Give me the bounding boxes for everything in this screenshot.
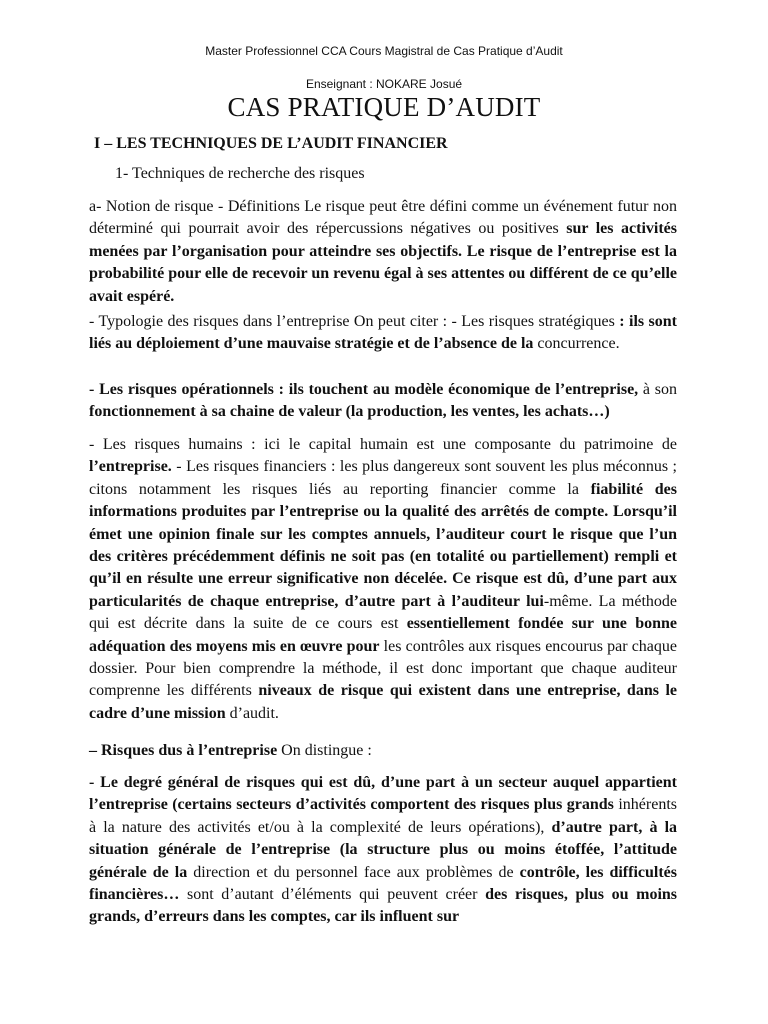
text-run-bold: d’autre part, à la situation générale de l’entreprise (la structure plus ou moins étoffée, l’attitude générale de la [89,818,678,881]
text-run: -même. La méthode qui est décrite dans la suite de ce cours est [89,592,678,633]
teacher-line: Enseignant : NOKARE Josué [305,77,463,91]
paragraph-risk-definition [89,196,677,308]
text-run: - Les risques humains : ici le capital humain est une composante du patrimoine de [89,436,677,453]
text-run-bold: – Risques dus à l’entreprise [89,742,278,759]
text-run-bold: contrôle, les difficultés financières… [89,863,677,904]
text-run: - Les risques financiers : les plus dangereux sont souvent les plus méconnus ; citons notamment les risques liés au reporting financier comme la [89,458,677,498]
text-run-bold: niveaux de risque qui existent dans une entreprise, dans le cadre d’une mission [89,682,677,722]
text-run: d’audit. [225,704,279,722]
text-run-bold: fonctionnement à sa chaine de valeur (la production, les ventes, les achats…) [89,403,610,421]
text-run: On distingue : [277,742,372,759]
paragraph-operational-risks [89,379,677,424]
text-run: les contrôles aux risques encourus par chaque dossier. Pour bien comprendre la méthode, il est donc important que chaque auditeur comprenne les différents [89,637,678,700]
text-run: - Typologie des risques dans l’entreprise On peut citer : - Les risques stratégiques [89,313,620,330]
paragraph-general-risk-level [89,772,677,929]
text-run-bold: : ils sont liés au déploiement d’une mauvaise stratégie et de l’absence de la [89,313,677,353]
text-run-bold: sur les activités menées par l’organisation pour atteindre ses objectifs. Le risque de l’entreprise est la probabilité pour elle de recevoir un revenu égal à ses attentes ou différent de ce qu’elle avait espéré. [89,220,677,305]
text-run: concurrence. [533,335,620,353]
subsection-heading: 1- Techniques de recherche des risques [115,165,365,182]
text-run-bold: - Les risques opérationnels : ils touchent au modèle économique de l’entreprise, [89,381,639,398]
paragraph-risk-typology [89,311,677,356]
text-run: à son [638,381,678,398]
section-heading: I – LES TECHNIQUES DE L’AUDIT FINANCIER [94,135,448,152]
text-run-bold: des risques, plus ou moins grands, d’erreurs dans les comptes, car ils influent sur [89,886,678,926]
page-title: CAS PRATIQUE D’AUDIT [227,92,541,122]
paragraph-enterprise-risks [89,740,677,762]
text-run: direction et du personnel face aux problèmes de [193,863,520,881]
text-run: inhérents à la nature des activités et/ou à la complexité de leurs opérations), [89,796,677,836]
text-run-bold: l’entreprise. [89,458,172,476]
text-run: sont d’autant d’éléments qui peuvent créer [179,886,486,904]
text-run: a- Notion de risque - Définitions Le risque peut être défini comme un événement futur non déterminé qui pourrait avoir des répercussions négatives ou positives [89,198,677,238]
course-header: Master Professionnel CCA Cours Magistral de Cas Pratique d’Audit [205,44,563,58]
text-run-bold: fiabilité des informations produites par l’entreprise ou la qualité des arrêtés de compte. Lorsqu’il émet une opinion finale sur les comptes annuels, l’auditeur court le risque que l’un des critères précédemment définis ne soit pas (en totalité ou partiellement) rempli et qu’il en résulte une erreur significative non décelée. Ce risque est dû, d’une part aux particularités de chaque entreprise, d’autre part à l’auditeur lui [89,480,677,610]
paragraph-human-financial-risks [89,434,677,725]
text-run-bold: - Le degré général de risques qui est dû, d’une part à un secteur auquel appartient l’entreprise (certains secteurs d’activités comportent des risques plus grands [89,774,677,814]
text-run-bold: essentiellement fondée sur une bonne adéquation des moyens mis en œuvre pour [89,615,677,655]
